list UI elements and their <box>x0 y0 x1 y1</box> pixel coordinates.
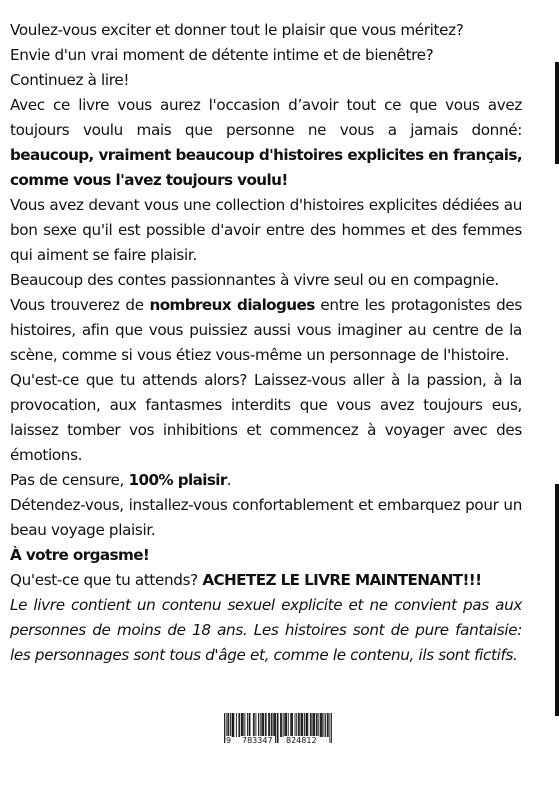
barcode-bar <box>310 713 311 737</box>
barcode-bar <box>272 713 273 737</box>
barcode-bar <box>236 713 237 737</box>
bold-text: beaucoup, vraiment beaucoup d'histoires explicites en français, comme vous l'avez toujours voulu! <box>10 146 522 189</box>
text-run: Vous avez devant vous une collection d'histoires explicites dédiées au bon sexe qu'il est possible d'avoir entre des hommes et des femmes qui aiment se faire plaisir. <box>10 196 522 264</box>
barcode-bar <box>255 713 256 737</box>
barcode-bar <box>317 713 318 737</box>
barcode-bar <box>228 713 229 737</box>
barcode-bar <box>239 713 240 737</box>
back-cover-text <box>10 18 522 668</box>
barcode-bar <box>329 713 330 743</box>
barcode-bar <box>242 713 243 737</box>
barcode-bar <box>241 713 242 737</box>
bold-text: ACHETEZ LE LIVRE MAINTENANT!!! <box>202 571 482 589</box>
paragraph <box>10 493 522 543</box>
barcode-bar <box>253 713 254 737</box>
text-run: Envie d'un vrai moment de détente intime et de bienêtre? <box>10 46 434 64</box>
paragraph <box>10 193 522 268</box>
bold-text: 100% plaisir <box>128 471 227 489</box>
barcode-bar <box>230 713 231 737</box>
barcode-digit-first: 9 <box>226 736 232 745</box>
barcode-bar <box>325 713 326 737</box>
barcode-bar <box>311 713 312 737</box>
text-run: entre les protagonistes des histoires, afin que vous puissiez aussi vous imaginer au centre de la scène, comme si vous étiez vous-même un personnage de l'histoire. <box>10 296 522 364</box>
barcode-bar <box>283 713 284 737</box>
barcode-bar <box>290 713 291 737</box>
spine-strip-top <box>555 62 559 164</box>
paragraph <box>10 468 522 493</box>
barcode-bar <box>266 713 267 737</box>
barcode-bar <box>301 713 302 737</box>
barcode-bar <box>312 713 313 737</box>
bold-text: nombreux dialogues <box>149 296 315 314</box>
barcode-bar <box>227 713 228 737</box>
barcode-bar <box>322 713 323 737</box>
barcode-bar <box>281 713 282 737</box>
barcode-bar <box>307 713 308 737</box>
barcode-bar <box>295 713 296 737</box>
barcode-bar <box>327 713 328 737</box>
paragraph <box>10 593 522 668</box>
text-run: Beaucoup des contes passionnantes à vivre seul ou en compagnie. <box>10 271 499 289</box>
paragraph <box>10 568 522 593</box>
barcode-bar <box>249 713 250 737</box>
paragraph <box>10 93 522 193</box>
barcode-bar <box>292 713 293 737</box>
barcode-bar <box>296 713 297 737</box>
barcode-bar <box>291 713 292 737</box>
barcode-bar <box>301 713 302 737</box>
barcode-bar <box>273 713 274 737</box>
barcode-bar <box>298 713 299 737</box>
barcode-bar <box>324 713 325 737</box>
barcode-bar <box>316 713 317 737</box>
text-run: Qu'est-ce que tu attends alors? Laissez-vous aller à la passion, à la provocation, aux fantasmes interdits que vous avez toujours eus, laissez tomber vos inhibitions et commencez à voyager avec des émotions. <box>10 371 522 464</box>
barcode-bar <box>284 713 285 737</box>
text-run: Pas de censure, <box>10 471 129 489</box>
barcode-bar <box>314 713 315 737</box>
barcode-bar <box>321 713 322 737</box>
text-run: . <box>226 471 232 489</box>
barcode-bar <box>244 713 245 737</box>
text-run: Continuez à lire! <box>10 71 130 89</box>
barcode-bar <box>328 713 329 737</box>
barcode-bar <box>261 713 262 737</box>
barcode-bar <box>258 713 259 737</box>
barcode-bar <box>247 713 248 737</box>
paragraph <box>10 43 522 68</box>
barcode-bar <box>224 713 225 743</box>
barcode-bar <box>254 713 255 737</box>
bold-text: À votre orgasme! <box>10 546 150 564</box>
barcode-bar <box>331 713 332 743</box>
paragraph <box>10 268 522 293</box>
barcode-bar <box>263 713 264 737</box>
barcode-bar <box>280 713 281 737</box>
barcode-bar <box>285 713 286 737</box>
text-run: Qu'est-ce que tu attends? <box>10 571 203 589</box>
barcode-bar <box>269 713 270 737</box>
barcode-bar <box>302 713 303 737</box>
barcode-bar <box>232 713 233 737</box>
barcode-bar <box>299 713 300 737</box>
barcode-group-left: 783347 <box>242 736 273 745</box>
text-run: Le livre contient un contenu sexuel explicite et ne convient pas aux personnes de moins de 18 ans. Les histoires sont de pure fantaisie: les personnages sont tous d'âge et, comme le contenu, ils sont fictifs. <box>10 596 522 664</box>
paragraph <box>10 543 522 568</box>
text-run: Vous trouverez de <box>10 296 150 314</box>
barcode-bar <box>233 713 234 737</box>
barcode-bar <box>304 713 305 737</box>
barcode-bar <box>243 713 244 737</box>
barcode-bar <box>250 713 251 737</box>
barcode-bar <box>271 713 272 737</box>
spine-strip-bottom <box>555 484 559 716</box>
barcode-bar <box>286 713 287 737</box>
barcode-bar <box>278 713 279 743</box>
barcode-bar <box>318 713 319 737</box>
barcode-bar <box>288 713 289 737</box>
barcode-bar <box>233 713 234 737</box>
barcode-bar <box>238 713 239 737</box>
barcode-bar <box>277 713 278 743</box>
barcode-bar <box>306 713 307 737</box>
paragraph <box>10 18 522 43</box>
barcode-bar <box>313 713 314 737</box>
barcode-bar <box>268 713 269 737</box>
barcode-bar <box>275 713 276 743</box>
text-run: Voulez-vous exciter et donner tout le plaisir que vous méritez? <box>10 21 464 39</box>
barcode-group-right: 824812 <box>286 736 317 745</box>
paragraph <box>10 368 522 468</box>
paragraph <box>10 293 522 368</box>
barcode-bar <box>262 713 263 737</box>
text-run: Détendez-vous, installez-vous confortablement et embarquez pour un beau voyage plaisir. <box>10 496 522 539</box>
barcode-bar <box>265 713 266 737</box>
barcode-bar <box>306 713 307 737</box>
text-run: Avec ce livre vous aurez l'occasion d’avoir tout ce que vous avez toujours voulu mais que personne ne vous a jamais donné: <box>10 96 522 139</box>
barcode-bar <box>320 713 321 737</box>
barcode-bar <box>260 713 261 737</box>
paragraph <box>10 68 522 93</box>
